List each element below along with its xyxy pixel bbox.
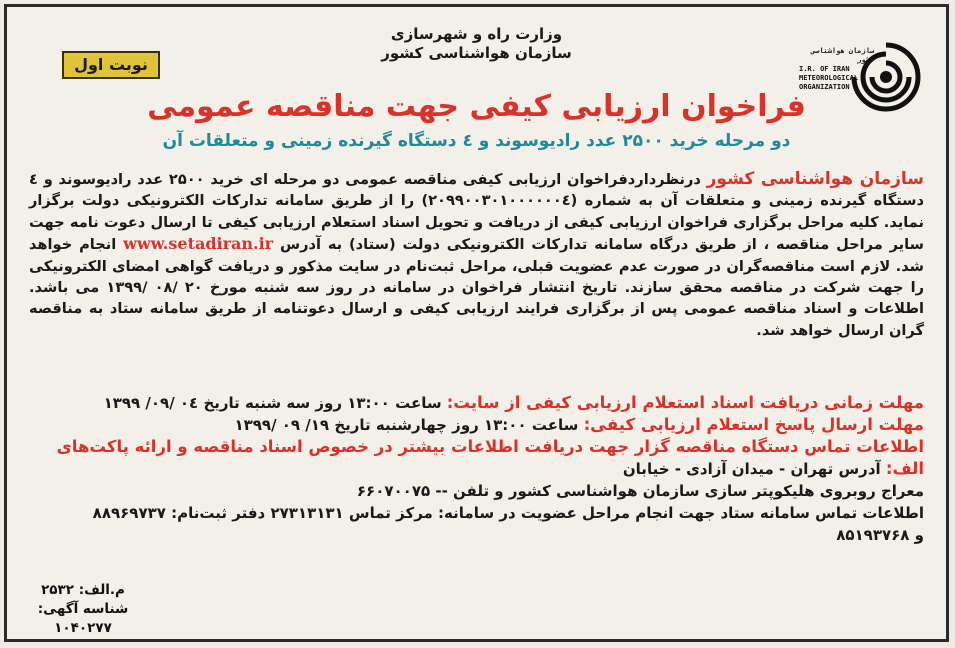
page-subtitle: دو مرحله خرید ۲۵۰۰ عدد رادیوسوند و ٤ دستگاه گیرنده زمینی و متعلقات آن [162, 131, 791, 151]
response-deadline [29, 414, 924, 436]
website-link[interactable]: www.setadiran.ir [123, 234, 274, 254]
body-part-2: انجام خواهد شد. لازم است مناقصه‌گران در صورت عدم عضویت قبلی، مراحل ثبت‌نام در سایت مذکور و دریافت گواهی امضای الکترونیکی را جهت شرکت در مناقصه محقق سازند. تاریخ انتشار فراخوان در سامانه در روز سه شنبه مورخ ۲۰ /۰۸ /۱۳۹۹ می باشد. اطلاعات و اسناد مناقصه عمومی پس از برگزاری فرایند ارزیابی کیفی و ارسال دعوتنامه از طریق سامانه ستاد به مناقصه گران ارسال خواهد شد. [29, 236, 924, 339]
announcement-body [29, 169, 924, 341]
deadlines-section [29, 392, 924, 546]
ad-code: م.الف: ۲۵۳۲ [41, 582, 125, 598]
logo-caption-line: I.R. OF IRAN [799, 65, 850, 73]
contact-address: آدرس تهران - میدان آزادی - خیابان [622, 460, 886, 478]
organization-highlight: سازمان هواشناسی کشور [706, 169, 925, 189]
document-deadline [29, 392, 924, 414]
first-round-badge: نوبت اول [62, 51, 160, 79]
logo-caption-line: METEOROLOGICAL [799, 74, 859, 82]
deadline-label: مهلت ارسال پاسخ استعلام ارزیابی کیفی: [583, 415, 924, 434]
deadline-value: ساعت ۱۳:۰۰ روز سه شنبه تاریخ ۰٤ /۰۹/ ۱۳۹۹ [103, 394, 447, 412]
ad-identifier [29, 581, 137, 636]
organization-name: سازمان هواشناسی کشور [381, 44, 572, 62]
setad-contact: اطلاعات تماس سامانه ستاد جهت انجام مراحل عضویت در سامانه: مرکز تماس ۲۷۳۱۳۱۳۱ دفتر ثبت‌نام: ۸۸۹۶۹۷۳۷ [92, 504, 924, 522]
contact-address-line-2: معراج روبروی هلیکوپتر سازی سازمان هواشناسی کشور و تلفن -- ۶۶۰۷۰۰۷۵ [356, 482, 924, 500]
contact-heading: اطلاعات تماس دستگاه مناقصه گزار جهت دریافت اطلاعات بیشتر در خصوص اسناد مناقصه و ارائه پاکت‌های الف: [56, 437, 924, 478]
header [7, 7, 946, 167]
ministry-name: وزارت راه و شهرسازی [390, 25, 563, 43]
setad-contact-line-2: و ۸۵۱۹۳۷۶۸ [836, 526, 924, 544]
logo-caption-line: ORGANIZATION [799, 83, 850, 91]
logo-caption-fa: سازمان هواشناسی کشور [810, 47, 874, 64]
advertisement-frame [4, 4, 949, 642]
body-part-1: درنظرداردفراخوان ارزیابی کیفی مناقصه عمومی دو مرحله ای خرید ۲۵۰۰ عدد رادیوسوند و ٤ دستگاه گیرنده زمینی و متعلقات آن به شماره (۲۰۹۹۰۰۳۰۱۰۰۰۰۰۰٤) را از طریق سامانه تدارکات الکترونیکی دولت برگزار نماید. کلیه مراحل برگزاری فراخوان ارزیابی کیفی از دریافت و تحویل اسناد استعلام ارزیابی کیفی تا ارسال دعوت نامه جهت سایر مراحل مناقصه ، از طریق درگاه سامانه تدارکات الکترونیکی دولت (ستاد) به آدرس [29, 171, 925, 254]
contact-info [29, 436, 924, 480]
deadline-label: مهلت زمانی دریافت اسناد استعلام ارزیابی کیفی از سایت: [446, 393, 924, 412]
logo-caption [799, 47, 874, 92]
deadline-value: ساعت ۱۳:۰۰ روز چهارشنبه تاریخ ۱۹/ ۰۹ /۱۳۹۹ [234, 416, 584, 434]
page-title: فراخوان ارزیابی کیفی جهت مناقصه عمومی [147, 89, 806, 124]
ad-id: شناسه آگهی: ۱۰۴۰۲۷۷ [37, 601, 129, 636]
